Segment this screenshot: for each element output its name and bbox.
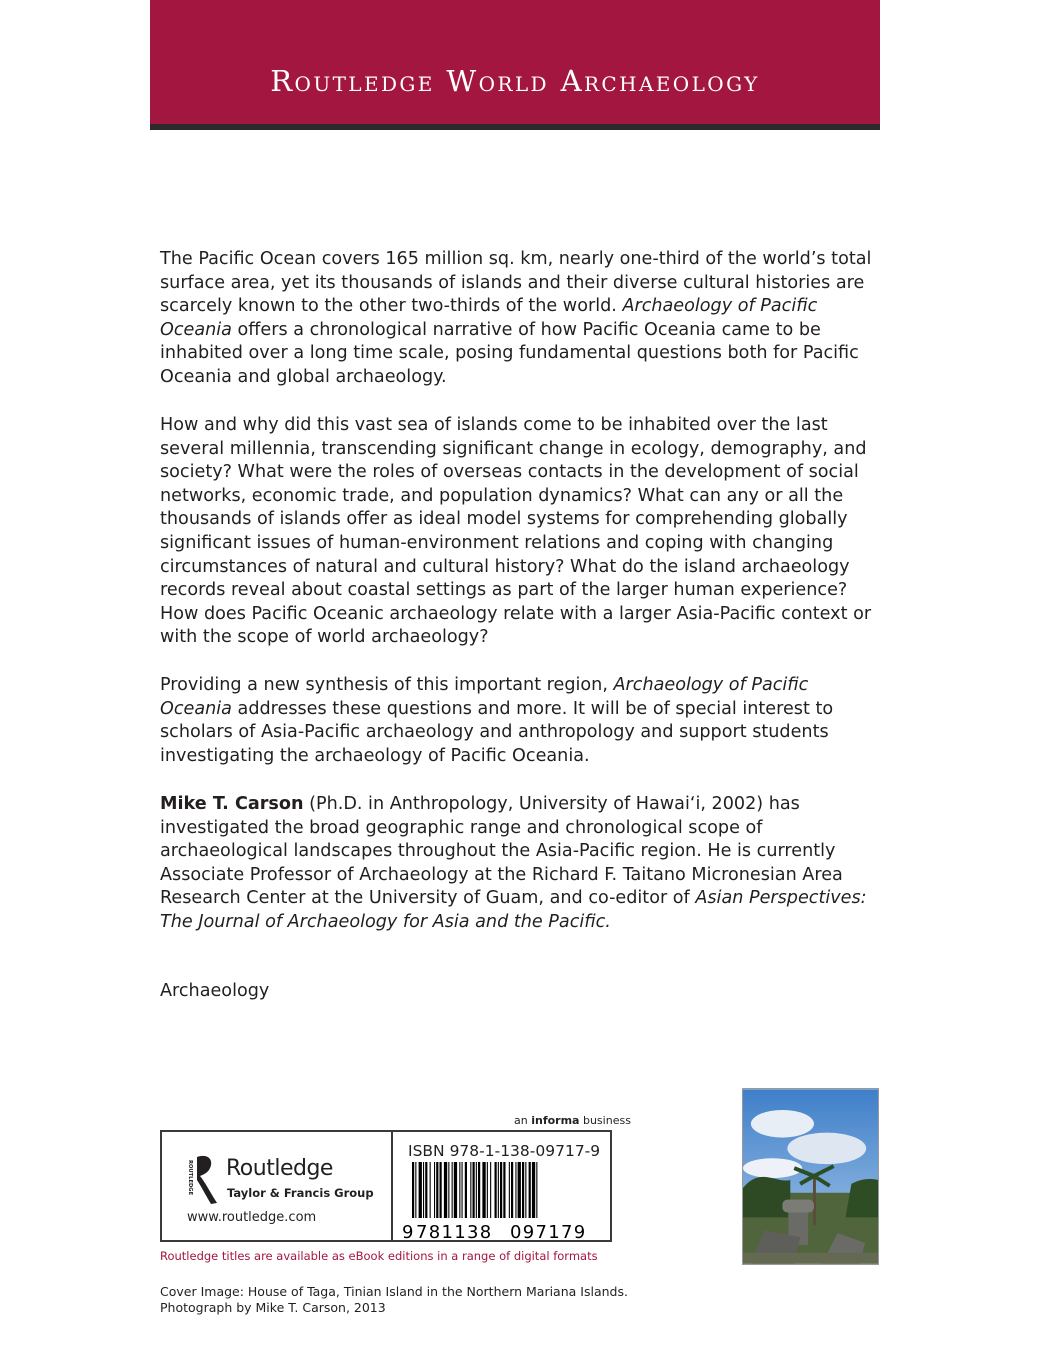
barcode-bar (452, 1162, 453, 1218)
barcode-bar (425, 1162, 427, 1218)
barcode-bar (430, 1162, 431, 1218)
description-text: Providing a new synthesis of this important region, (160, 675, 614, 695)
book-title: Archaeology of Pacific Oceania (160, 675, 809, 719)
informa-suffix: business (579, 1114, 631, 1127)
barcode-bars (412, 1162, 537, 1218)
publisher-name: Routledge (226, 1156, 333, 1181)
description-paragraph-1 (160, 248, 880, 390)
barcode-bar (419, 1162, 422, 1218)
box-divider (391, 1132, 393, 1240)
description-text: offers a chronological narrative of how Pacific Oceania came to be inhabited over a long time scale, posing fundamental questions both for Pacific Oceania and global archaeology. (160, 319, 859, 387)
description-paragraph-2: How and why did this vast sea of islands come to be inhabited over the last several millennia, transcending significant change in ecology, demography, and society? What were the roles of overseas contacts in the development of social networks, economic trade, and population dynamics? What can any or all the thousands of islands offer as ideal model systems for comprehending globally significant issues of human-environment relations and coping with changing circumstances of natural and cultural history? What do the island archaeology records reveal about coastal settings as part of the larger human experience? How does Pacific Oceanic archaeology relate with a larger Asia-Pacific context or with the scope of world archaeology? (160, 415, 872, 648)
barcode-bar (509, 1162, 510, 1218)
publisher-website[interactable]: www.routledge.com (187, 1210, 317, 1225)
barcode-bar (465, 1162, 467, 1218)
barcode-bar (412, 1162, 414, 1218)
barcode-bar (525, 1162, 526, 1218)
informa-word: informa (531, 1114, 580, 1127)
barcode-bar (515, 1162, 516, 1218)
barcode-bar (522, 1162, 524, 1218)
logo-vertical-text: ROUTLEDGE (187, 1160, 193, 1196)
barcode-bar (495, 1162, 497, 1218)
barcode-bar (459, 1162, 460, 1218)
barcode-bar (532, 1162, 535, 1218)
barcode-bar (500, 1162, 502, 1218)
routledge-logo-icon (182, 1154, 222, 1206)
series-title: Routledge World Archaeology (270, 64, 760, 98)
informa-prefix: an (514, 1114, 532, 1127)
journal-title: Asian Perspectives: The Journal of Archaeology for Asia and the Pacific. (160, 888, 867, 932)
description-paragraph-3 (160, 674, 880, 768)
publisher-group: Taylor & Francis Group (227, 1186, 374, 1200)
barcode-digit-first: 9 (402, 1222, 414, 1240)
barcode-bar (490, 1162, 491, 1218)
barcode-bar (482, 1162, 485, 1218)
author-name: Mike T. Carson (160, 794, 304, 814)
barcode-bar (423, 1162, 424, 1218)
barcode-bar (511, 1162, 513, 1218)
barcode-bar (498, 1162, 499, 1218)
barcode-bar (470, 1162, 471, 1218)
cover-photo (742, 1088, 879, 1265)
description-text: addresses these questions and more. It will be of special interest to scholars of Asia-Pacific archaeology and anthropology and support students investigating the archaeology of Pacific Oceania. (160, 698, 834, 766)
ebook-note: Routledge titles are available as eBook editions in a range of digital formats (160, 1249, 598, 1263)
publisher-box (160, 1130, 612, 1242)
informa-tagline (514, 1114, 631, 1127)
barcode-bar (503, 1162, 505, 1218)
book-title: Archaeology of Pacific Oceania (160, 296, 818, 340)
barcode-bar (462, 1162, 463, 1218)
barcode-bar (487, 1162, 488, 1218)
barcode-bar (518, 1162, 521, 1218)
cover-caption-line-2: Photograph by Mike T. Carson, 2013 (160, 1300, 386, 1315)
barcode-bar (434, 1162, 435, 1218)
barcode-bar (454, 1162, 457, 1218)
barcode-bar (440, 1162, 442, 1218)
isbn-barcode (400, 1162, 610, 1240)
cover-caption-line-1: Cover Image: House of Taga, Tinian Island in the Northern Mariana Islands. (160, 1284, 628, 1299)
series-banner (150, 0, 880, 130)
barcode-bar (448, 1162, 449, 1218)
barcode-bar (415, 1162, 416, 1218)
barcode-bar (478, 1162, 480, 1218)
barcode-bar (529, 1162, 531, 1218)
author-bio-text: (Ph.D. in Anthropology, University of Hawai‘i, 2002) has investigated the broad geographic range and chronological scope of archaeological landscapes throughout the Asia-Pacific region. He is currently Associate Professor of Archaeology at the Richard F. Taitano Micronesian Area Research Center at the University of Guam, and co-editor of (160, 794, 843, 909)
barcode-bar (536, 1162, 537, 1218)
isbn-label: ISBN 978-1-138-09717-9 (408, 1142, 601, 1160)
barcode-digits-right: 097179 (510, 1222, 587, 1240)
barcode-bar (473, 1162, 475, 1218)
author-bio (160, 793, 880, 935)
cover-caption (160, 1284, 628, 1316)
barcode-bar (476, 1162, 477, 1218)
barcode-bar (444, 1162, 447, 1218)
barcode-digits-left: 781138 (416, 1222, 493, 1240)
subject-category: Archaeology (160, 981, 270, 1001)
description-text: The Pacific Ocean covers 165 million sq. km, nearly one-third of the world’s total surface area, yet its thousands of islands and their diverse cultural histories are scarcely known to the other two-thirds of the world. (160, 249, 872, 317)
barcode-bar (436, 1162, 438, 1218)
